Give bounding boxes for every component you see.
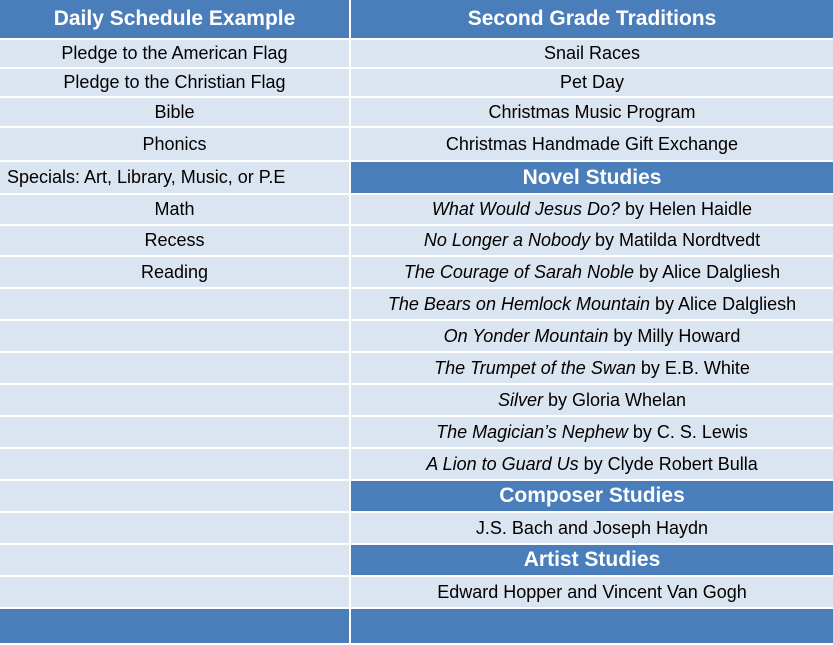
empty-cell: [0, 544, 350, 576]
novel-title: Silver: [497, 389, 543, 410]
schedule-item: Recess: [0, 225, 350, 256]
novel-title: The Trumpet of the Swan: [434, 357, 636, 378]
schedule-item: Math: [0, 194, 350, 225]
novel-item: [350, 194, 833, 225]
novel-author: by Helen Haidle: [625, 199, 753, 219]
novel-item: [350, 352, 833, 384]
novel-item: [350, 288, 833, 320]
novel-item: [350, 416, 833, 448]
empty-cell: [0, 384, 350, 416]
novel-author: by Alice Dalgliesh: [655, 293, 797, 314]
empty-cell: [0, 288, 350, 320]
novel-title: What Would Jesus Do?: [431, 199, 620, 219]
novel-author: by E.B. White: [640, 357, 750, 378]
novel-item: [350, 448, 833, 480]
novel-author: by Clyde Robert Bulla: [583, 453, 758, 474]
schedule-item: Phonics: [0, 127, 350, 161]
tradition-item: Christmas Music Program: [350, 97, 833, 127]
artist-studies-header: Artist Studies: [350, 544, 833, 576]
composer-studies-header: Composer Studies: [350, 480, 833, 512]
novel-item: [350, 384, 833, 416]
tradition-item: Christmas Handmade Gift Exchange: [350, 127, 833, 161]
novel-author: by Gloria Whelan: [547, 389, 687, 410]
novel-author: by Milly Howard: [613, 325, 741, 346]
novel-author: by Matilda Nordtvedt: [595, 230, 761, 250]
tradition-item: Pet Day: [350, 68, 833, 97]
schedule-item: Specials: Art, Library, Music, or P.E: [0, 161, 350, 194]
daily-schedule-header: Daily Schedule Example: [0, 0, 350, 39]
novel-title: The Magician’s Nephew: [436, 421, 628, 442]
empty-cell: [0, 352, 350, 384]
novel-item: [350, 256, 833, 288]
empty-cell: [0, 320, 350, 352]
empty-cell: [0, 576, 350, 608]
schedule-item: Pledge to the Christian Flag: [0, 68, 350, 97]
novel-title: No Longer a Nobody: [423, 230, 591, 250]
schedule-item: Pledge to the American Flag: [0, 39, 350, 68]
novel-item: [350, 320, 833, 352]
tradition-item: Snail Races: [350, 39, 833, 68]
novel-item: [350, 225, 833, 256]
composer-item: J.S. Bach and Joseph Haydn: [350, 512, 833, 544]
novel-title: A Lion to Guard Us: [426, 453, 579, 474]
empty-cell: [0, 448, 350, 480]
novel-title: The Bears on Hemlock Mountain: [387, 293, 651, 314]
artist-item: Edward Hopper and Vincent Van Gogh: [350, 576, 833, 608]
schedule-item: Reading: [0, 256, 350, 288]
empty-cell: [0, 416, 350, 448]
empty-cell: [0, 480, 350, 512]
footer-cell-right: [350, 608, 833, 644]
novel-studies-header: Novel Studies: [350, 161, 833, 194]
novel-title: The Courage of Sarah Noble: [403, 261, 635, 282]
footer-cell-left: [0, 608, 350, 644]
schedule-item: Bible: [0, 97, 350, 127]
novel-author: by C. S. Lewis: [632, 421, 748, 442]
empty-cell: [0, 512, 350, 544]
novel-author: by Alice Dalgliesh: [639, 261, 781, 282]
second-grade-traditions-header: Second Grade Traditions: [350, 0, 833, 39]
novel-title: On Yonder Mountain: [443, 325, 609, 346]
